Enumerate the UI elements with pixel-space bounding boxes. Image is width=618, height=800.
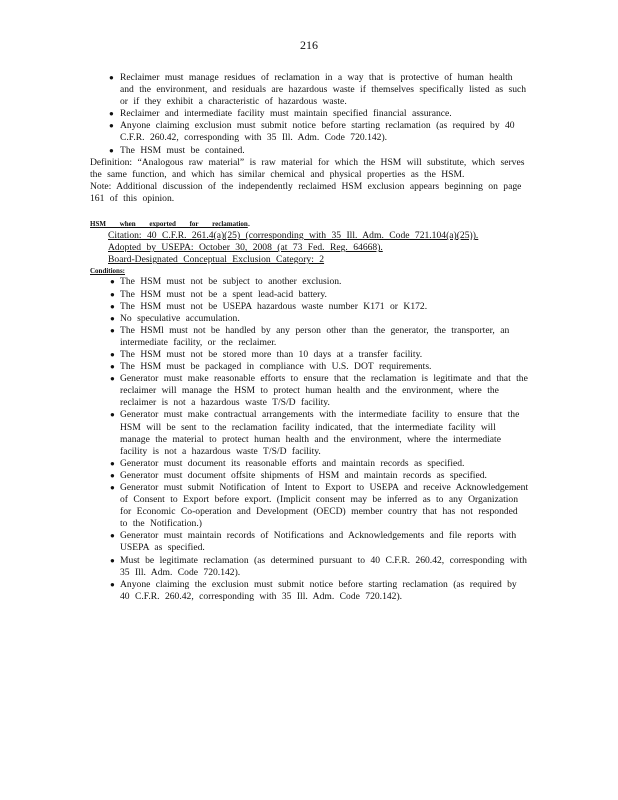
list-item: ● The HSM must not be a spent lead-acid battery. (90, 289, 530, 301)
list-item: ● Anyone claiming exclusion must submit notice before starting reclamation (as required by 40 C.F.R. 260.42, corresponding with 35 Ill. Adm. Code 720.142). (90, 120, 530, 144)
section-heading-period: . (247, 218, 251, 230)
list-item: ● Generator must document its reasonable efforts and maintain records as specified. (90, 458, 530, 470)
list-item: ● Generator must submit Notification of Intent to Export to USEPA and receive Acknowledgement of Consent to Export before export. (Implicit consent may be inferred as to any Organization for Economic Co-operation and Development (OECD) member country that has not responded to the Notification.) (90, 482, 530, 530)
category-line: Board-Designated Conceptual Exclusion Category: 2 (108, 254, 325, 266)
section-heading: HSM when exported for reclamation (90, 220, 248, 229)
export-section (90, 218, 530, 603)
list-item: ● The HSM must not be subject to another exclusion. (90, 276, 530, 288)
list-item: ● No speculative accumulation. (90, 313, 530, 325)
page-number: 216 (300, 38, 318, 52)
citation-line: Citation: 40 C.F.R. 261.4(a)(25) (corresponding with 35 Ill. Adm. Code 721.104(a)(25)). (108, 230, 479, 242)
section-meta (90, 230, 530, 266)
list-item: ● Generator must make contractual arrangements with the intermediate facility to ensure that the HSM will be sent to the reclamation facility indicated, that the intermediate facility will manage the material to protect human health and the environment, where the intermediate facility is not a hazardous waste T/S/D facility. (90, 409, 530, 457)
list-item: ● Anyone claiming the exclusion must submit notice before starting reclamation (as required by 40 C.F.R. 260.42, corresponding with 35 Ill. Adm. Code 720.142). (90, 579, 530, 603)
definition-paragraph: Definition: “Analogous raw material” is raw material for which the HSM will substitute, which serves the same function, and which has similar chemical and physical properties as the HSM. (90, 156, 525, 180)
list-item: ● Generator must document offsite shipments of HSM and maintain records as specified. (90, 470, 530, 482)
conditions-label: Conditions: (90, 267, 126, 276)
list-item: ● The HSM must be contained. (90, 145, 530, 157)
list-item: ● Generator must make reasonable efforts to ensure that the reclamation is legitimate and that the reclaimer will manage the HSM to protect human health and the environment, where the reclaimer is not a hazardous waste T/S/D facility. (90, 373, 530, 409)
list-item: ● The HSM must not be stored more than 10 days at a transfer facility. (90, 349, 530, 361)
section-heading-line (90, 218, 530, 230)
top-bullet-list (90, 72, 530, 157)
note-paragraph: Note: Additional discussion of the independently reclaimed HSM exclusion appears beginning on page 161 of this opinion. (90, 180, 522, 204)
list-item: ● Must be legitimate reclamation (as determined pursuant to 40 C.F.R. 260.42, corresponding with 35 Ill. Adm. Code 720.142). (90, 555, 530, 579)
list-item: ● The HSMl must not be handled by any person other than the generator, the transporter, an intermediate facility, or the reclaimer. (90, 325, 530, 349)
list-item: ● The HSM must not be USEPA hazardous waste number K171 or K172. (90, 301, 530, 313)
page-content (90, 72, 530, 603)
list-item: ● Reclaimer and intermediate facility must maintain specified financial assurance. (90, 108, 530, 120)
list-item: ● Generator must maintain records of Notifications and Acknowledgements and file reports with USEPA as specified. (90, 530, 530, 554)
list-item: ● Reclaimer must manage residues of reclamation in a way that is protective of human health and the environment, and residuals are hazardous waste if themselves specifically listed as such or if they exhibit a characteristic of hazardous waste. (90, 72, 530, 108)
conditions-list (90, 276, 530, 603)
adopted-line: Adopted by USEPA: October 30, 2008 (at 73 Fed. Reg. 64668). (108, 242, 383, 254)
list-item: ● The HSM must be packaged in compliance with U.S. DOT requirements. (90, 361, 530, 373)
